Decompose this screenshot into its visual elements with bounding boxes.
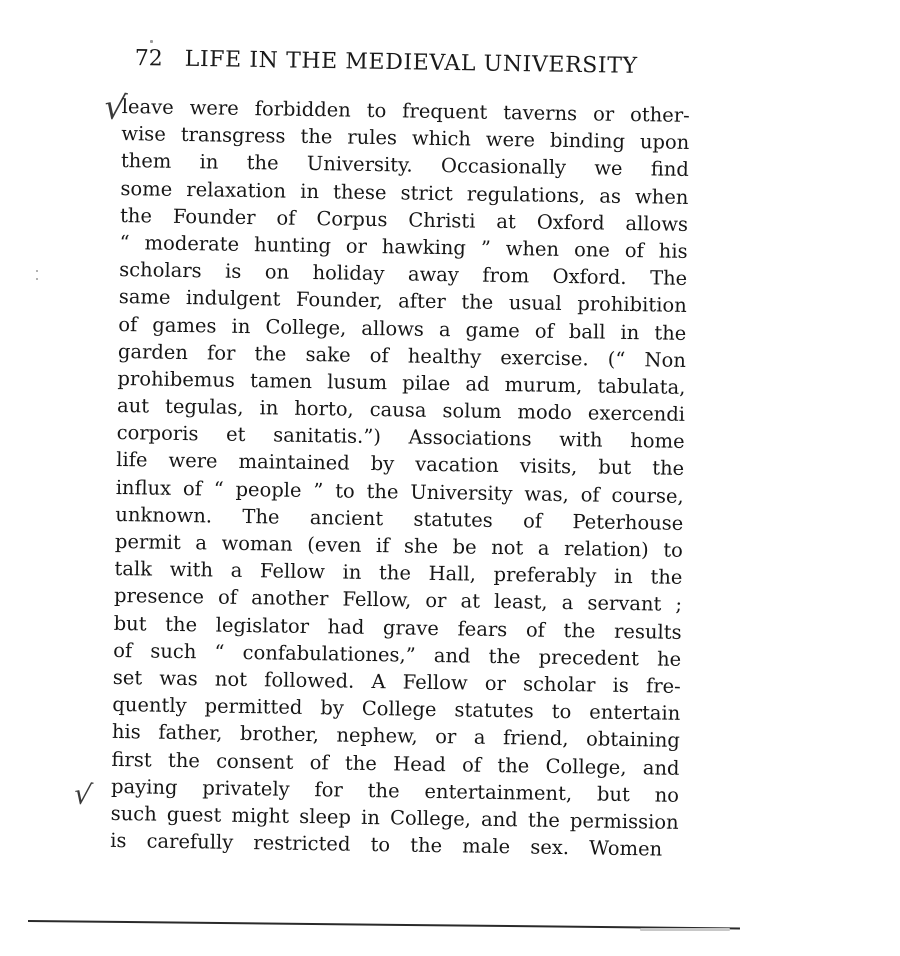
text-line: of such “ confabulationes,” and the precedent he bbox=[113, 638, 682, 671]
scan-noise bbox=[640, 928, 730, 931]
text-line: paying privately for the entertainment, but no bbox=[110, 774, 680, 807]
text-line: life were maintained by vacation visits, but the bbox=[116, 448, 685, 481]
text-line: of games in College, allows a game of ball in the bbox=[118, 312, 687, 345]
text-line: unknown. The ancient statutes of Peterhouse bbox=[115, 502, 684, 535]
text-line: first the consent of the Head of the College, and bbox=[111, 747, 680, 780]
text-line: is carefully restricted to the male sex. Women bbox=[110, 828, 663, 861]
text-line: quently permitted by College statutes to entertain bbox=[112, 693, 681, 725]
text-line: same indulgent Founder, after the usual prohibition bbox=[118, 285, 687, 318]
margin-checkmark-icon: √ bbox=[101, 86, 129, 130]
text-line: the Founder of Corpus Christi at Oxford allows bbox=[119, 203, 689, 236]
running-title: LIFE IN THE MEDIEVAL UNIVERSITY bbox=[184, 46, 638, 79]
text-line: scholars is on holiday away from Oxford. The bbox=[119, 258, 688, 291]
text-line: “ moderate hunting or hawking ” when one of his bbox=[119, 230, 688, 263]
text-line: his father, brother, nephew, or a friend, obtaining bbox=[111, 720, 681, 753]
scan-speck bbox=[36, 270, 38, 272]
text-line: some relaxation in these strict regulations, as when bbox=[120, 176, 689, 209]
text-line: set was not followed. A Fellow or scholar is fre- bbox=[112, 665, 681, 698]
text-line: influx of “ people ” to the University was, of course, bbox=[115, 475, 684, 508]
margin-checkmark-icon: √ bbox=[71, 776, 95, 813]
scan-speck bbox=[36, 278, 38, 280]
body-text bbox=[110, 93, 712, 863]
page-bottom-rule bbox=[28, 920, 740, 929]
text-line: wise transgress the rules which were binding upon bbox=[121, 122, 690, 155]
text-line: garden for the sake of healthy exercise. (“ Non bbox=[117, 339, 687, 372]
text-line: aut tegulas, in horto, causa solum modo exercendi bbox=[116, 394, 686, 426]
running-head bbox=[134, 44, 684, 87]
text-line: talk with a Fellow in the Hall, preferably in the bbox=[114, 557, 683, 590]
text-line: them in the University. Occasionally we find bbox=[120, 149, 690, 182]
page-number: 72 bbox=[134, 45, 163, 72]
text-line: permit a woman (even if she be not a relation) to bbox=[114, 529, 684, 562]
text-line: but the legislator had grave fears of the results bbox=[113, 611, 682, 644]
scan-speck bbox=[150, 40, 153, 43]
text-line: leave were forbidden to frequent taverns or other- bbox=[121, 94, 690, 127]
text-line: prohibemus tamen lusum pilae ad murum, tabulata, bbox=[117, 366, 686, 399]
text-line: corporis et sanitatis.”) Associations with home bbox=[116, 421, 685, 454]
text-line: presence of another Fellow, or at least, a servant ; bbox=[113, 584, 683, 617]
text-line: such guest might sleep in College, and the permission bbox=[110, 801, 679, 834]
